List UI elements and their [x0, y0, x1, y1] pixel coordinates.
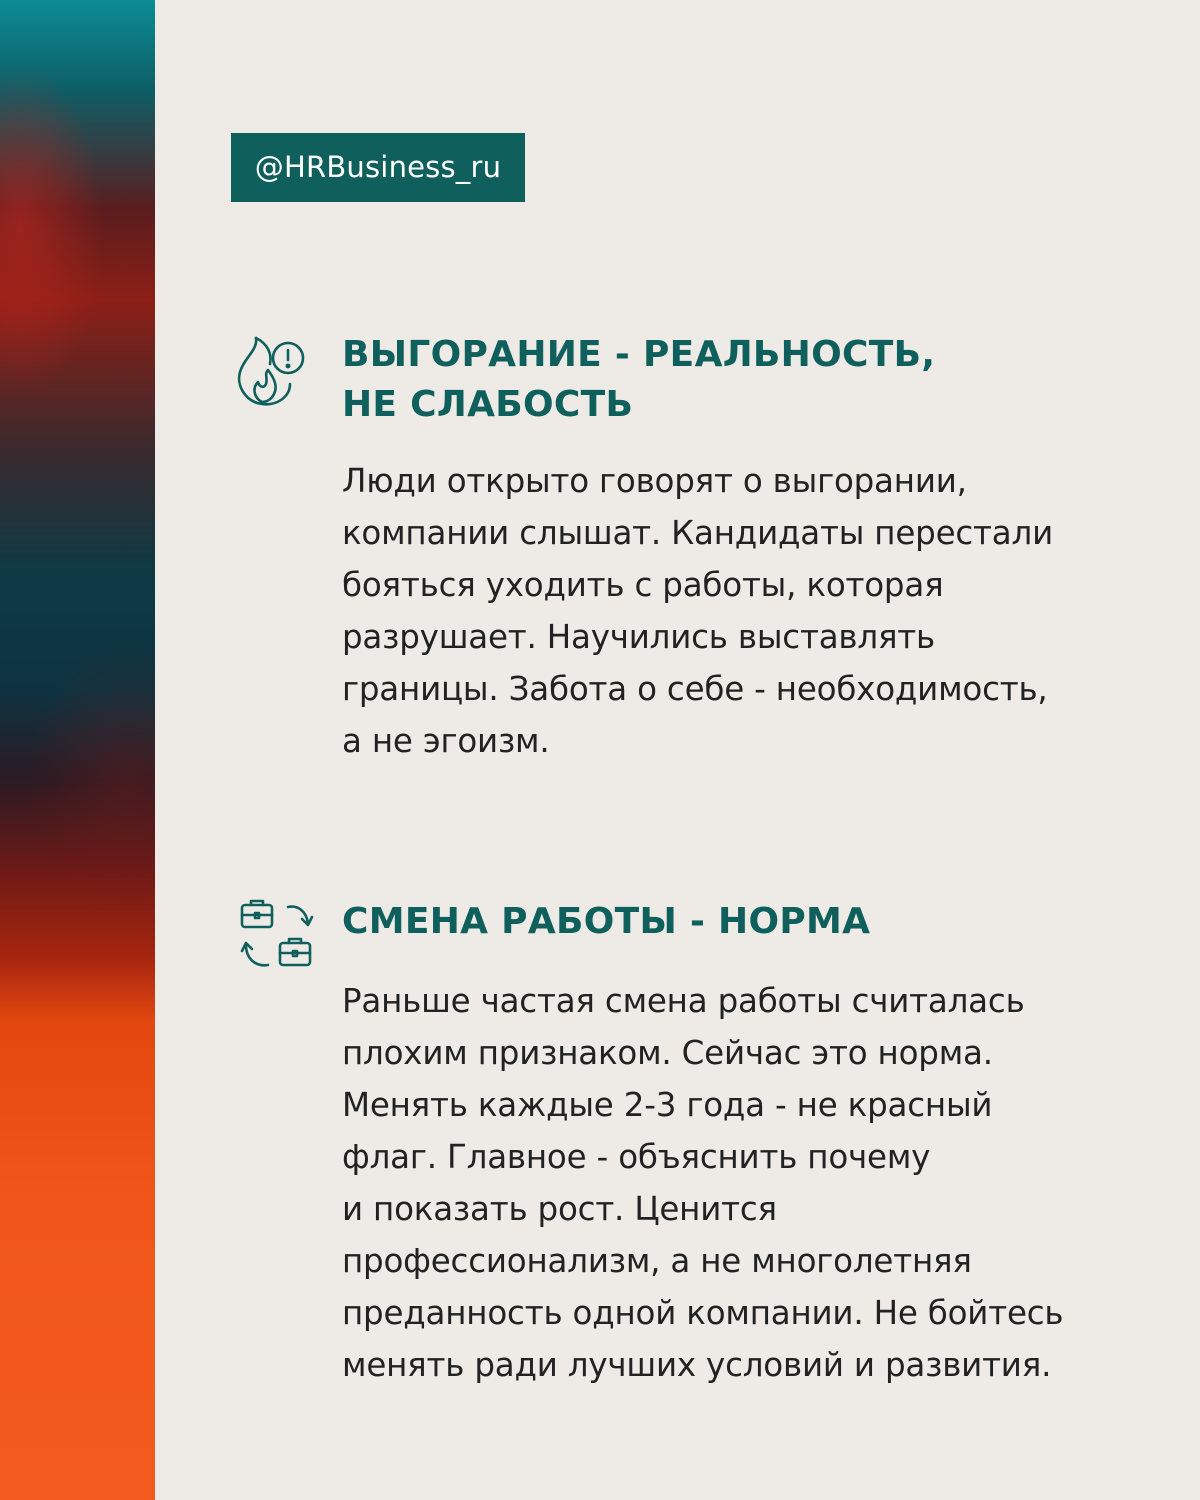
body-line: Менять каждые 2-3 года - не красный	[342, 1086, 993, 1124]
body-line: бояться уходить с работы, которая	[342, 566, 944, 604]
body-line: плохим признаком. Сейчас это норма.	[342, 1034, 993, 1072]
body-line: компании слышат. Кандидаты перестали	[342, 514, 1053, 552]
section-title-job-change	[342, 897, 870, 947]
body-line: и показать рост. Ценится	[342, 1190, 777, 1228]
body-line: преданность одной компании. Не бойтесь	[342, 1294, 1064, 1332]
section-body-job-change	[342, 975, 1172, 1391]
section-title-line: ВЫГОРАНИЕ - РЕАЛЬНОСТЬ,	[342, 334, 936, 375]
side-gradient-band	[0, 0, 155, 1500]
body-line: флаг. Главное - объяснить почему	[342, 1138, 931, 1176]
section-body-burnout	[342, 455, 1172, 767]
section-title-line: НЕ СЛАБОСТЬ	[342, 384, 634, 425]
section-title-line: СМЕНА РАБОТЫ - НОРМА	[342, 901, 871, 942]
account-handle-badge: @HRBusiness_ru	[231, 133, 525, 202]
body-line: Люди открыто говорят о выгорании,	[342, 462, 967, 500]
fire-warning-icon	[228, 328, 314, 414]
body-line: разрушает. Научились выставлять	[342, 618, 935, 656]
body-line: Раньше частая смена работы считалась	[342, 982, 1025, 1020]
section-title-burnout	[342, 330, 935, 430]
briefcase-swap-icon	[236, 893, 322, 979]
body-line: профессионализм, а не многолетняя	[342, 1242, 972, 1280]
body-line: а не эгоизм.	[342, 722, 550, 760]
body-line: менять ради лучших условий и развития.	[342, 1346, 1052, 1384]
body-line: границы. Забота о себе - необходимость,	[342, 670, 1048, 708]
